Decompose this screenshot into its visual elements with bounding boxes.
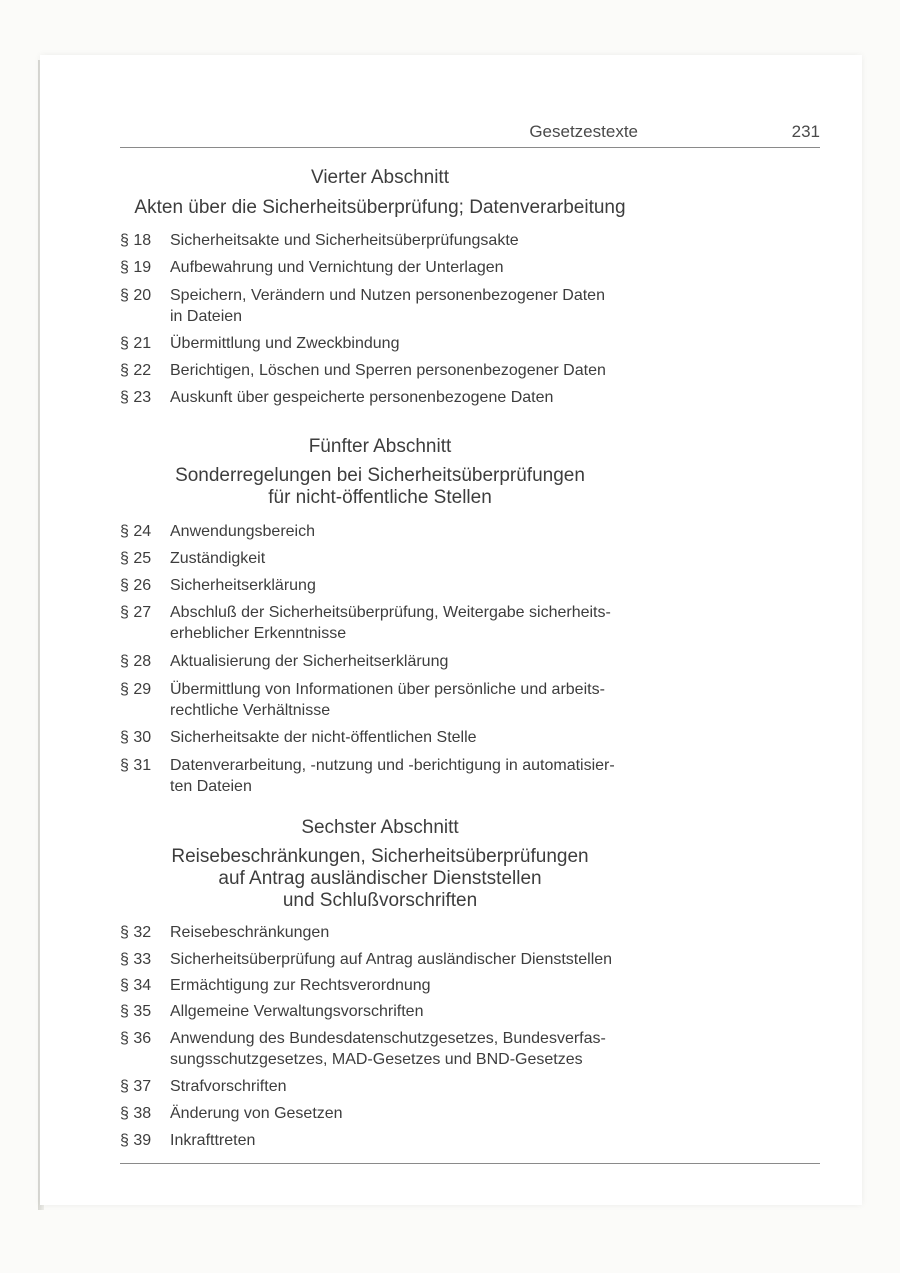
section-subtitle: Reisebeschränkungen, Sicherheitsüberprüfungen xyxy=(171,846,589,867)
footer-rule xyxy=(120,1163,820,1164)
section-title: Sechster Abschnitt xyxy=(301,817,459,838)
paragraph-heading: Anwendungsbereich xyxy=(170,523,315,540)
paragraph-heading: Auskunft über gespeicherte personenbezogene Daten xyxy=(170,389,554,406)
paragraph-heading-continued: sungsschutzgesetzes, MAD-Gesetzes und BND-Gesetzes xyxy=(170,1051,583,1068)
paragraph-number: § 30 xyxy=(120,729,152,746)
page-number: 231 xyxy=(791,122,820,141)
paragraph-number: § 32 xyxy=(120,924,152,941)
paragraph-heading: Sicherheitsakte der nicht-öffentlichen Stelle xyxy=(170,729,477,746)
section-subtitle: Akten über die Sicherheitsüberprüfung; Datenverarbeitung xyxy=(134,197,626,218)
paragraph-number: § 34 xyxy=(120,977,152,994)
paragraph-heading: Strafvorschriften xyxy=(170,1078,287,1095)
section-title: Vierter Abschnitt xyxy=(310,167,449,188)
paragraph-heading: Übermittlung von Informationen über persönliche und arbeits- xyxy=(170,681,605,698)
paragraph-number: § 27 xyxy=(120,604,152,621)
paragraph-heading: Datenverarbeitung, -nutzung und -berichtigung in automatisier- xyxy=(170,757,615,774)
paragraph-number: § 29 xyxy=(120,681,152,698)
paragraph-number: § 18 xyxy=(120,232,152,249)
paragraph-heading-continued: rechtliche Verhältnisse xyxy=(170,702,331,719)
section-subtitle-continued: für nicht-öffentliche Stellen xyxy=(268,487,492,508)
paragraph-heading: Aufbewahrung und Vernichtung der Unterlagen xyxy=(170,259,504,276)
paragraph-heading: Reisebeschränkungen xyxy=(170,924,330,941)
paragraph-number: § 33 xyxy=(120,951,152,968)
paragraph-heading: Speichern, Verändern und Nutzen personenbezogener Daten xyxy=(170,287,605,304)
paragraph-heading: Übermittlung und Zweckbindung xyxy=(170,335,400,352)
paragraph-number: § 28 xyxy=(120,653,152,670)
running-header xyxy=(120,121,820,148)
paragraph-number: § 36 xyxy=(120,1030,152,1047)
paragraph-heading: Sicherheitsakte und Sicherheitsüberprüfungsakte xyxy=(170,232,519,249)
paragraph-heading: Berichtigen, Löschen und Sperren personenbezogener Daten xyxy=(170,362,606,379)
running-title: Gesetzestexte xyxy=(529,122,638,141)
paragraph-heading: Zuständigkeit xyxy=(170,550,266,567)
paragraph-heading-continued: in Dateien xyxy=(170,308,243,325)
paragraph-heading: Abschluß der Sicherheitsüberprüfung, Weitergabe sicherheits- xyxy=(170,604,611,621)
paragraph-heading: Ermächtigung zur Rechtsverordnung xyxy=(170,977,431,994)
paragraph-number: § 20 xyxy=(120,287,152,304)
paragraph-number: § 19 xyxy=(120,259,152,276)
paragraph-number: § 24 xyxy=(120,523,152,540)
paragraph-number: § 25 xyxy=(120,550,152,567)
paragraph-number: § 39 xyxy=(120,1132,152,1149)
paragraph-number: § 31 xyxy=(120,757,152,774)
paragraph-number: § 26 xyxy=(120,577,152,594)
paragraph-heading: Aktualisierung der Sicherheitserklärung xyxy=(170,653,449,670)
paragraph-number: § 38 xyxy=(120,1105,152,1122)
paragraph-number: § 23 xyxy=(120,389,152,406)
paragraph-heading: Änderung von Gesetzen xyxy=(170,1105,343,1122)
paragraph-number: § 37 xyxy=(120,1078,152,1095)
section-title: Fünfter Abschnitt xyxy=(308,436,452,457)
paragraph-heading: Allgemeine Verwaltungsvorschriften xyxy=(170,1003,424,1020)
paragraph-number: § 22 xyxy=(120,362,152,379)
paragraph-heading: Anwendung des Bundesdatenschutzgesetzes, Bundesverfas- xyxy=(170,1030,606,1047)
section-subtitle-continued: und Schlußvorschriften xyxy=(282,890,478,911)
paragraph-number: § 21 xyxy=(120,335,152,352)
section-subtitle-continued: auf Antrag ausländischer Dienststellen xyxy=(218,868,542,889)
paragraph-heading: Inkrafttreten xyxy=(170,1132,256,1149)
paragraph-heading-continued: erheblicher Erkenntnisse xyxy=(170,625,347,642)
section-subtitle: Sonderregelungen bei Sicherheitsüberprüfungen xyxy=(175,465,585,486)
paragraph-heading: Sicherheitserklärung xyxy=(170,577,316,594)
paragraph-number: § 35 xyxy=(120,1003,152,1020)
paragraph-heading: Sicherheitsüberprüfung auf Antrag ausländischer Dienststellen xyxy=(170,951,613,968)
paragraph-heading-continued: ten Dateien xyxy=(170,778,252,795)
